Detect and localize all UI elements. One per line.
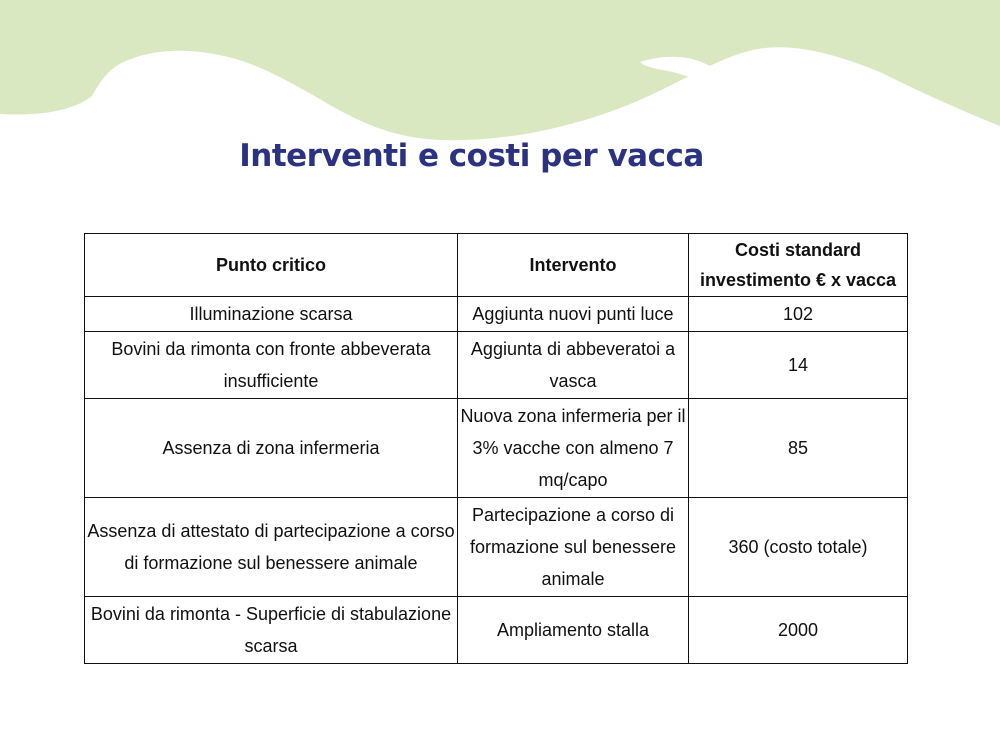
cell-costo: 2000: [689, 597, 908, 664]
cell-punto-critico: Illuminazione scarsa: [85, 297, 458, 332]
cell-intervento: Aggiunta di abbeveratoi a vasca: [458, 332, 689, 399]
cell-costo: 102: [689, 297, 908, 332]
table-row: [85, 332, 908, 399]
table-row: [85, 498, 908, 597]
cell-intervento: Partecipazione a corso di formazione sul benessere animale: [458, 498, 689, 597]
cell-costo: 85: [689, 399, 908, 498]
cell-punto-critico: Assenza di zona infermeria: [85, 399, 458, 498]
table-row: [85, 297, 908, 332]
cell-costo: 14: [689, 332, 908, 399]
slide-title: Interventi e costi per vacca: [239, 138, 704, 174]
cell-costo: 360 (costo totale): [689, 498, 908, 597]
cell-intervento: Aggiunta nuovi punti luce: [458, 297, 689, 332]
header-punto-critico: Punto critico: [85, 234, 458, 297]
table-row: [85, 399, 908, 498]
cell-intervento: Ampliamento stalla: [458, 597, 689, 664]
cell-punto-critico: Assenza di attestato di partecipazione a corso di formazione sul benessere animale: [85, 498, 458, 597]
table-header-row: [85, 234, 908, 297]
cell-punto-critico: Bovini da rimonta - Superficie di stabulazione scarsa: [85, 597, 458, 664]
decorative-wave: [0, 0, 1000, 160]
header-intervento: Intervento: [458, 234, 689, 297]
cost-table: [84, 233, 908, 664]
header-costi-standard: Costi standard investimento € x vacca: [689, 234, 908, 297]
cell-punto-critico: Bovini da rimonta con fronte abbeverata insufficiente: [85, 332, 458, 399]
table-row: [85, 597, 908, 664]
cell-intervento: Nuova zona infermeria per il 3% vacche con almeno 7 mq/capo: [458, 399, 689, 498]
